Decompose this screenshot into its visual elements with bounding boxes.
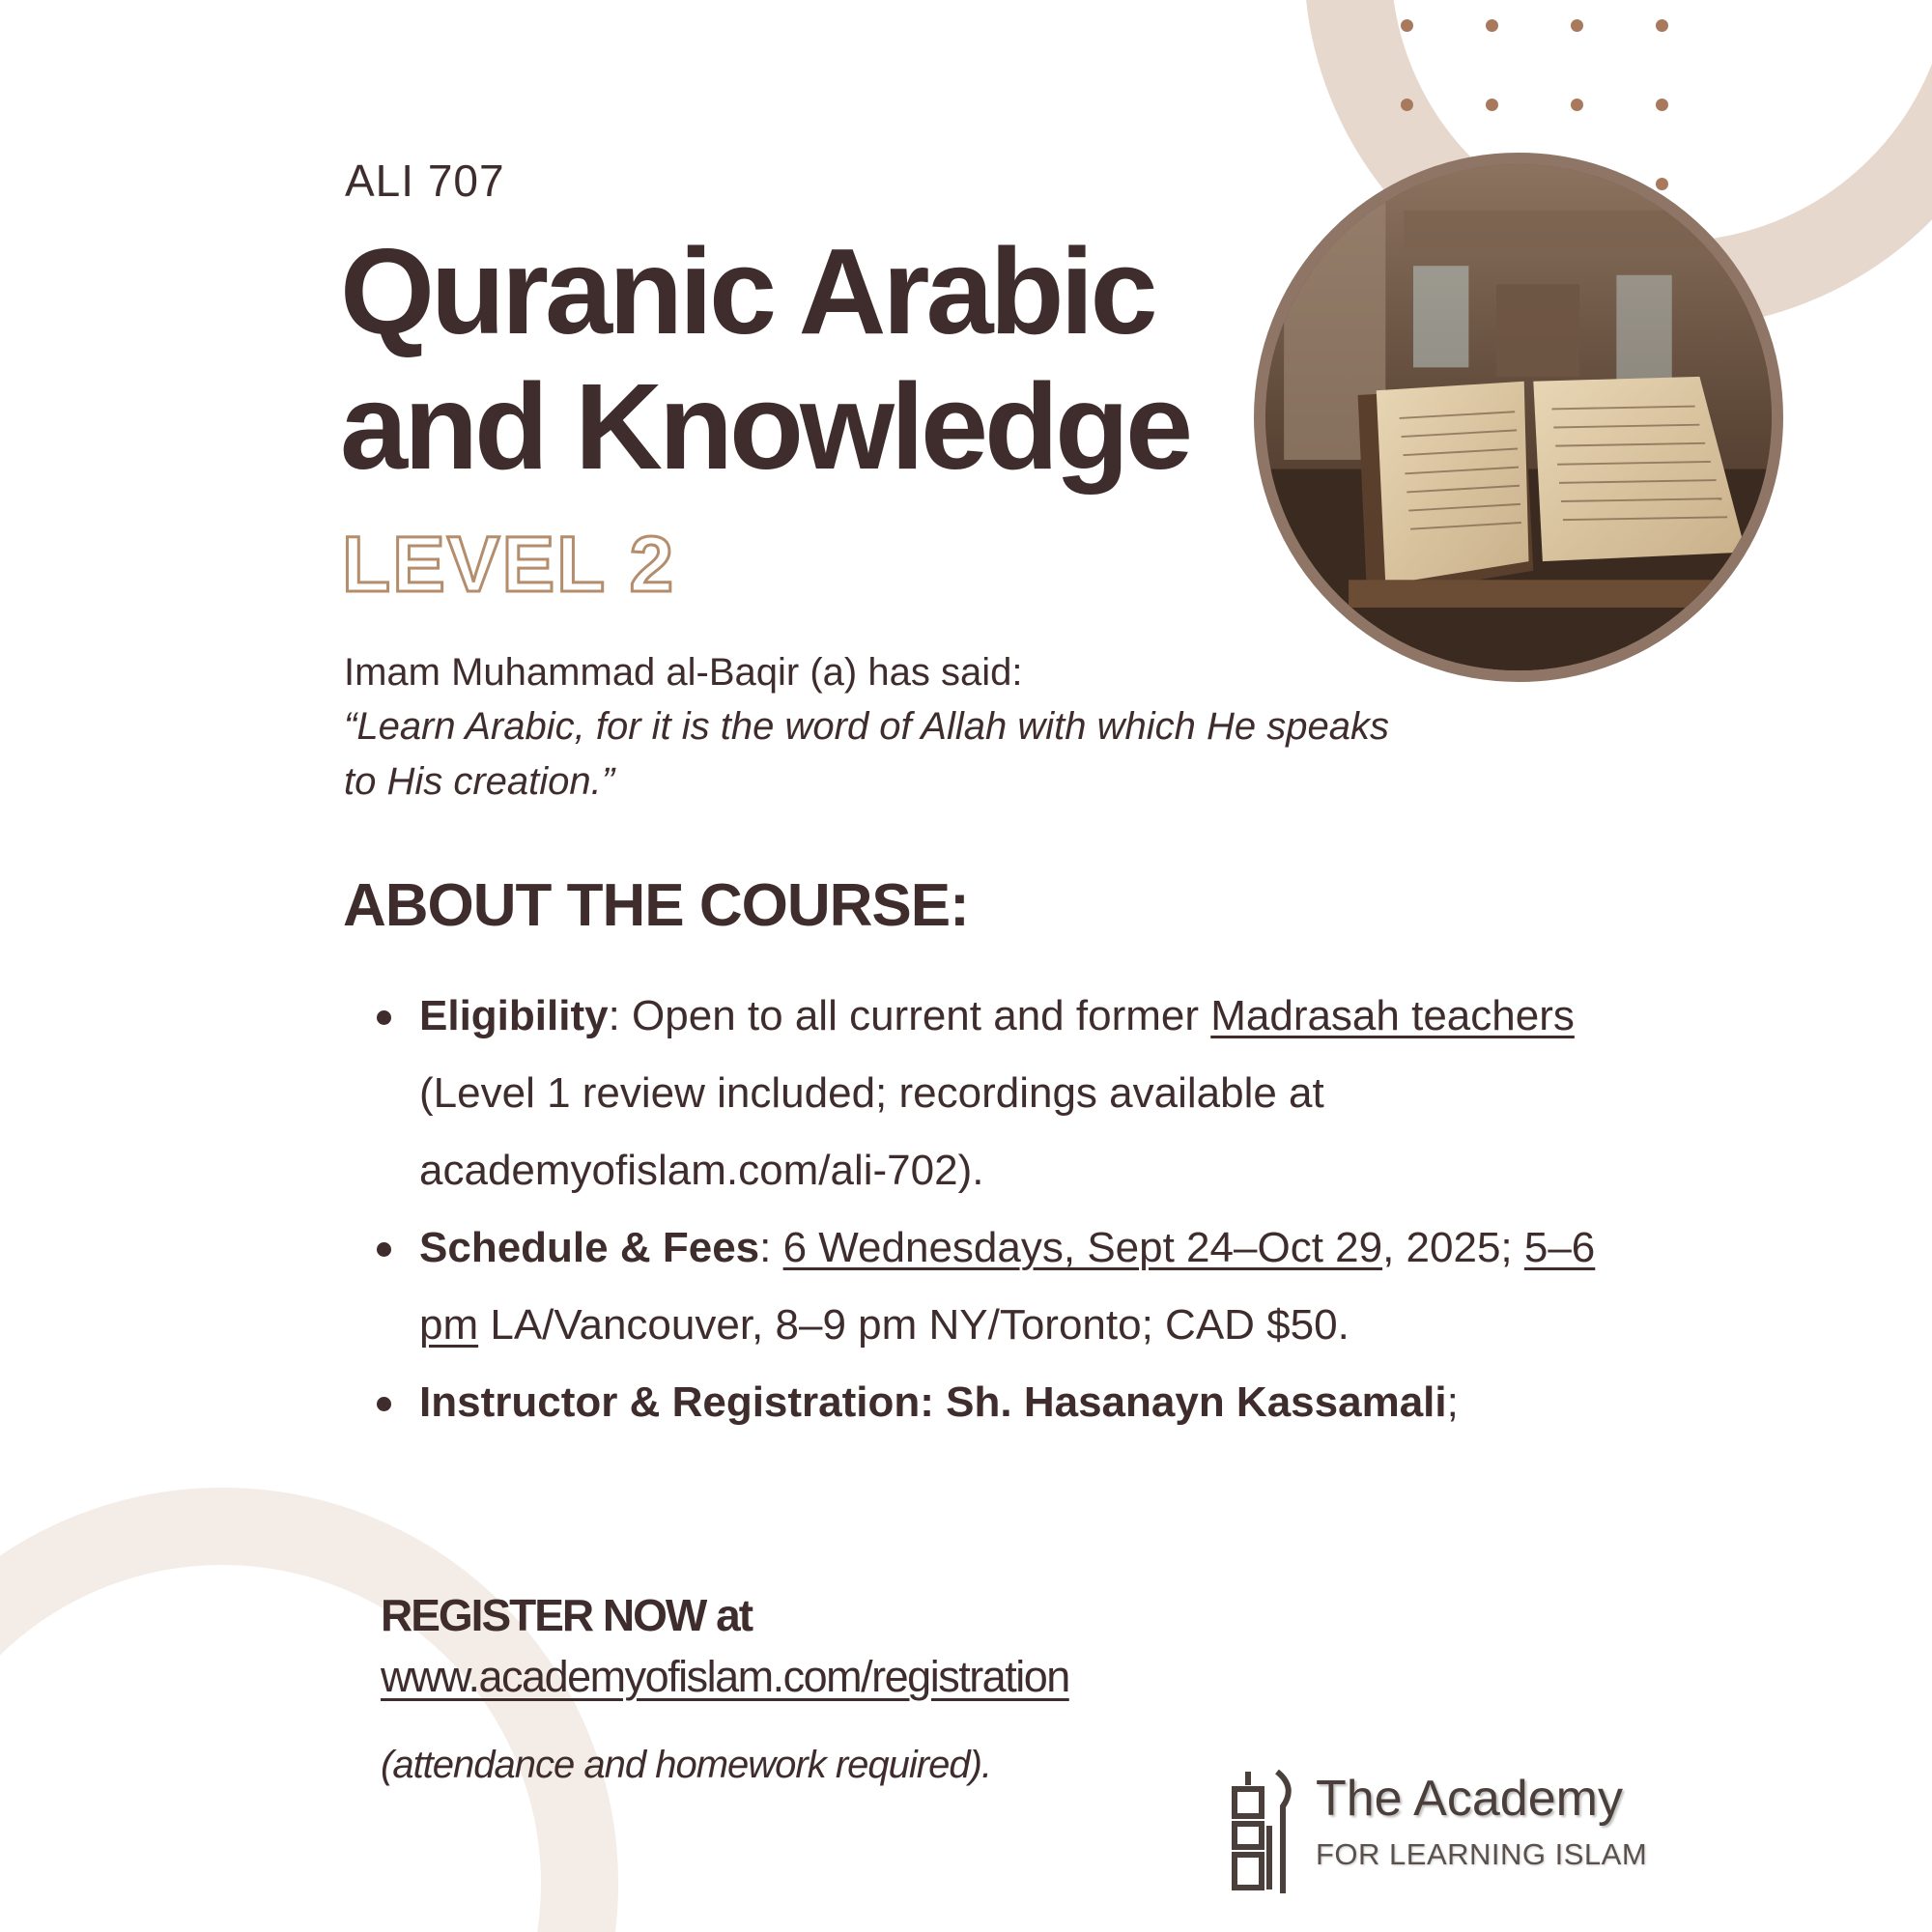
registration-note: (attendance and homework required). bbox=[381, 1744, 992, 1786]
bullet-icon bbox=[377, 1397, 391, 1411]
madrasah-teachers-link[interactable]: Madrasah teachers bbox=[1210, 992, 1575, 1039]
schedule-text-2: LA/Vancouver, 8–9 pm NY/Toronto; CAD $50. bbox=[478, 1301, 1350, 1349]
eligibility-item bbox=[377, 978, 1623, 1209]
level-label: LEVEL 2 bbox=[342, 521, 676, 609]
eligibility-text-1: Open to all current and former bbox=[619, 992, 1211, 1039]
eligibility-sep: : bbox=[608, 992, 620, 1039]
quote-attribution: Imam Muhammad al-Baqir (a) has said: bbox=[344, 651, 1023, 694]
bullet-icon bbox=[377, 1242, 391, 1257]
schedule-label: Schedule & Fees bbox=[419, 1224, 760, 1271]
about-heading: ABOUT THE COURSE: bbox=[343, 872, 969, 939]
quran-photo bbox=[1254, 153, 1783, 682]
quote-line-1: “Learn Arabic, for it is the word of Allah with which He speaks bbox=[344, 705, 1389, 748]
instructor-label: Instructor & Registration: Sh. Hasanayn Kassamali bbox=[419, 1378, 1447, 1426]
bullet-icon bbox=[377, 1010, 391, 1025]
course-code: ALI 707 bbox=[345, 156, 505, 206]
eligibility-label: Eligibility bbox=[419, 992, 609, 1039]
academy-logo-icon bbox=[1227, 1768, 1304, 1903]
registration-link[interactable]: www.academyofislam.com/registration bbox=[381, 1652, 1069, 1701]
logo-subtitle: FOR LEARNING ISLAM bbox=[1316, 1837, 1648, 1871]
quote-block bbox=[344, 645, 1619, 810]
schedule-sep: : bbox=[759, 1224, 772, 1271]
schedule-dates-link[interactable]: 6 Wednesdays, Sept 24–Oct 29 bbox=[782, 1224, 1383, 1271]
decorative-arc-bottom bbox=[0, 1488, 618, 1932]
title-line-2: and Knowledge bbox=[340, 358, 1190, 495]
title-line-1: Quranic Arabic bbox=[340, 223, 1154, 359]
schedule-time-link[interactable]: 5–6 pm bbox=[419, 1224, 1596, 1349]
instructor-text: ; bbox=[1446, 1378, 1459, 1426]
register-label: REGISTER NOW at bbox=[381, 1590, 753, 1640]
course-title bbox=[340, 224, 1306, 495]
schedule-item bbox=[377, 1209, 1623, 1364]
instructor-item bbox=[377, 1364, 1623, 1441]
eligibility-text-2: (Level 1 review included; recordings available at academyofislam.com/ali-702). bbox=[419, 1069, 1324, 1194]
quote-line-2: to His creation.” bbox=[344, 760, 615, 803]
logo-name: The Academy bbox=[1316, 1771, 1623, 1827]
academy-logo bbox=[1227, 1768, 1648, 1903]
schedule-text-1: , 2025; bbox=[1382, 1224, 1524, 1271]
schedule-text-0 bbox=[771, 1224, 782, 1271]
course-details-list bbox=[377, 978, 1623, 1441]
